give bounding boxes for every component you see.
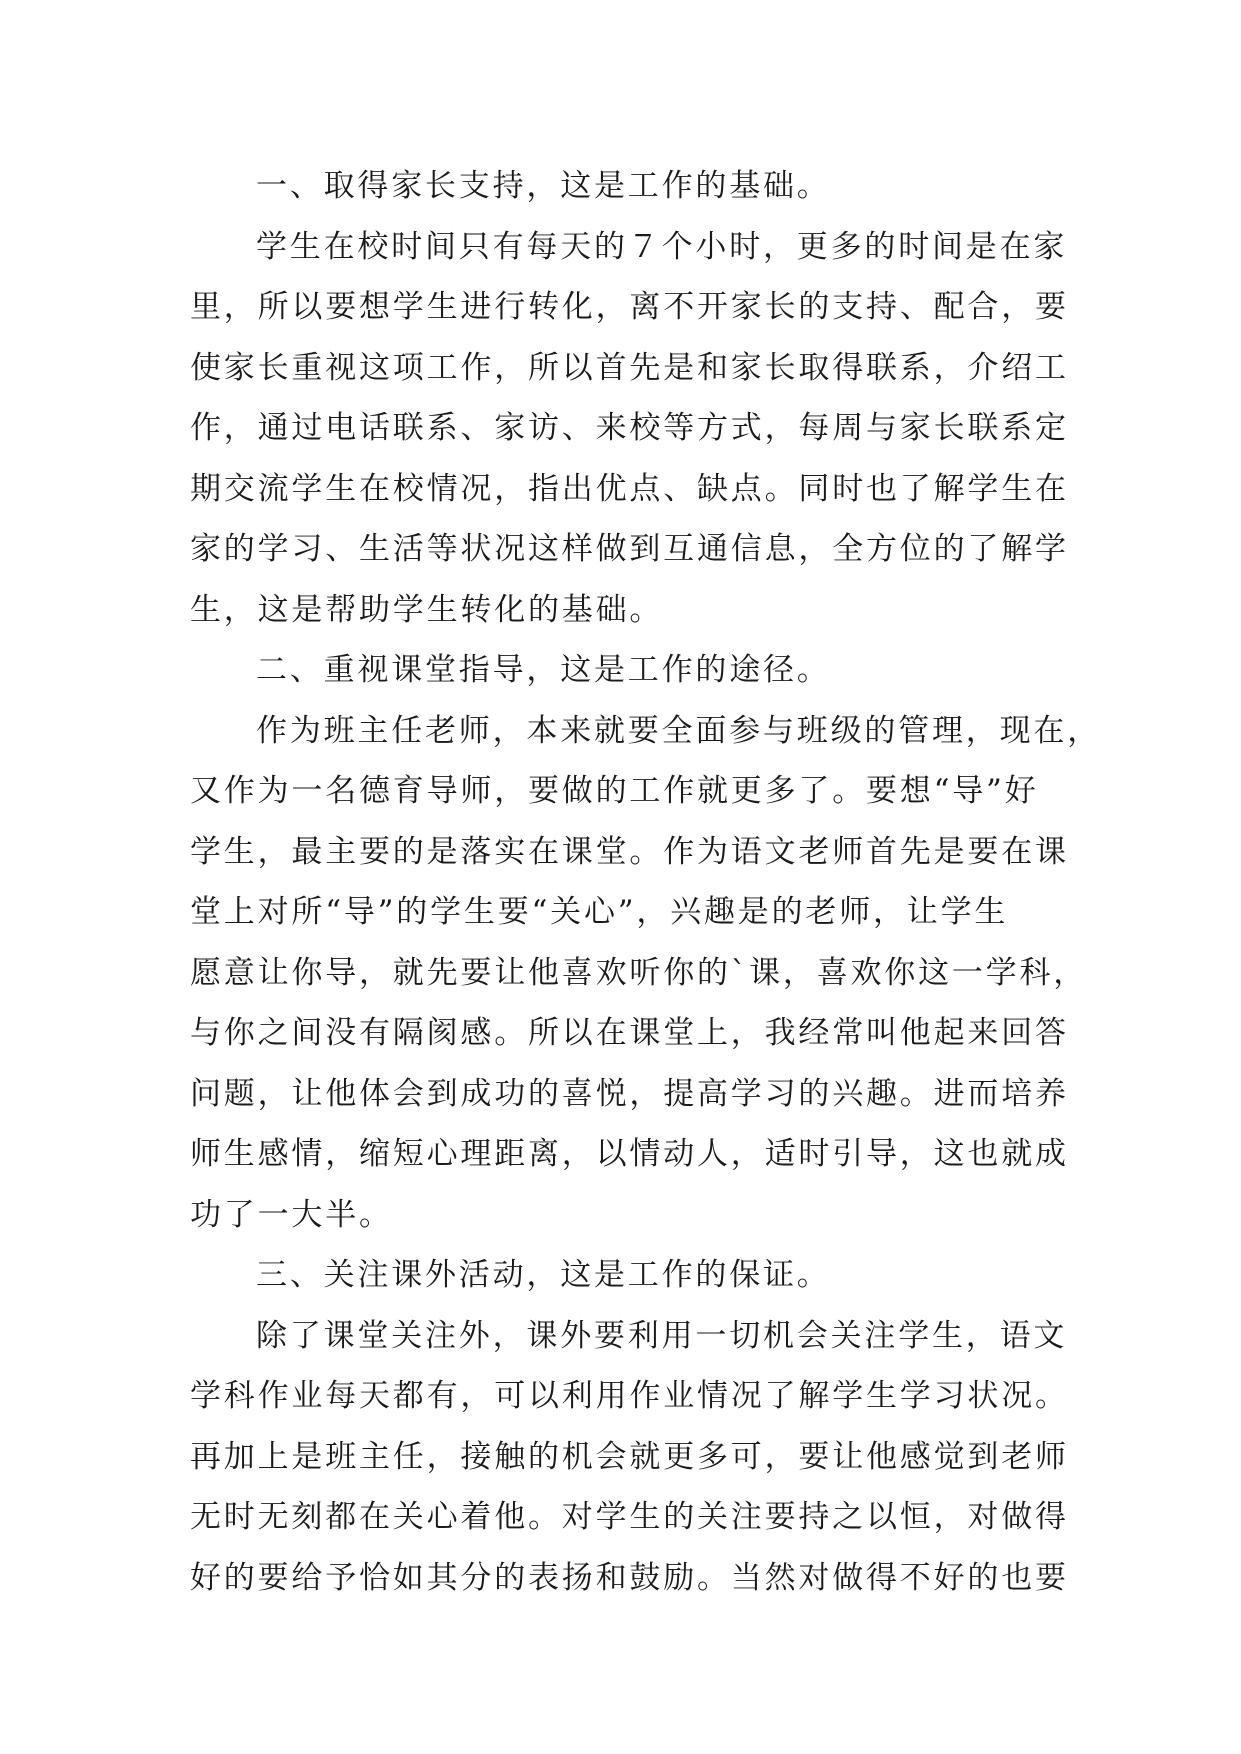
paragraph-line: 功了一大半。 — [190, 1196, 393, 1233]
paragraph-line: 无时无刻都在关心着他。对学生的关注要持之以恒，对做得 — [190, 1499, 1069, 1535]
paragraph-line: 学生，最主要的是落实在课堂。作为语文老师首先是要在课 — [190, 833, 1069, 870]
paragraph-line: 愿意让你导，就先要让他喜欢听你的`课，喜欢你这一学科， — [190, 954, 1088, 991]
paragraph-line: 学生在校时间只有每天的７个小时，更多的时间是在家 — [256, 228, 1068, 265]
paragraph-line: 再加上是班主任，接触的机会就更多可，要让他感觉到老师 — [190, 1438, 1069, 1475]
paragraph-line: 里，所以要想学生进行转化，离不开家长的支持、配合，要 — [190, 289, 1069, 325]
section-heading-3: 三、关注课外活动，这是工作的保证。 — [256, 1257, 831, 1293]
paragraph-line: 好的要给予恰如其分的表扬和鼓励。当然对做得不好的也要 — [190, 1559, 1069, 1596]
paragraph-line: 与你之间没有隔阂感。所以在课堂上，我经常叫他起来回答 — [190, 1015, 1069, 1051]
paragraph-line: 使家长重视这项工作，所以首先是和家长取得联系，介绍工 — [190, 349, 1069, 386]
paragraph-line: 期交流学生在校情况，指出优点、缺点。同时也了解学生在 — [190, 470, 1069, 507]
paragraph-line: 作，通过电话联系、家访、来校等方式，每周与家长联系定 — [190, 410, 1069, 446]
paragraph-line: 除了课堂关注外，课外要利用一切机会关注学生，语文 — [256, 1317, 1068, 1354]
paragraph-line: 师生感情，缩短心理距离，以情动人，适时引导，这也就成 — [190, 1136, 1069, 1172]
paragraph-line: 生，这是帮助学生转化的基础。 — [190, 591, 664, 628]
paragraph-line: 学科作业每天都有，可以利用作业情况了解学生学习状况。 — [190, 1378, 1069, 1414]
document-body — [190, 156, 1101, 1608]
paragraph-line: 问题，让他体会到成功的喜悦，提高学习的兴趣。进而培养 — [190, 1075, 1069, 1112]
paragraph-line: 家的学习、生活等状况这样做到互通信息，全方位的了解学 — [190, 531, 1069, 567]
section-heading-2: 二、重视课堂指导，这是工作的途径。 — [256, 652, 831, 688]
paragraph-line: 又作为一名德育导师，要做的工作就更多了。要想“导”好 — [190, 773, 1039, 809]
paragraph-line: 堂上对所“导”的学生要“关心”，兴趣是的老师，让学生 — [190, 894, 1009, 930]
section-heading-1: 一、取得家长支持，这是工作的基础。 — [256, 168, 831, 204]
paragraph-line: 作为班主任老师，本来就要全面参与班级的管理，现在， — [256, 712, 1101, 749]
